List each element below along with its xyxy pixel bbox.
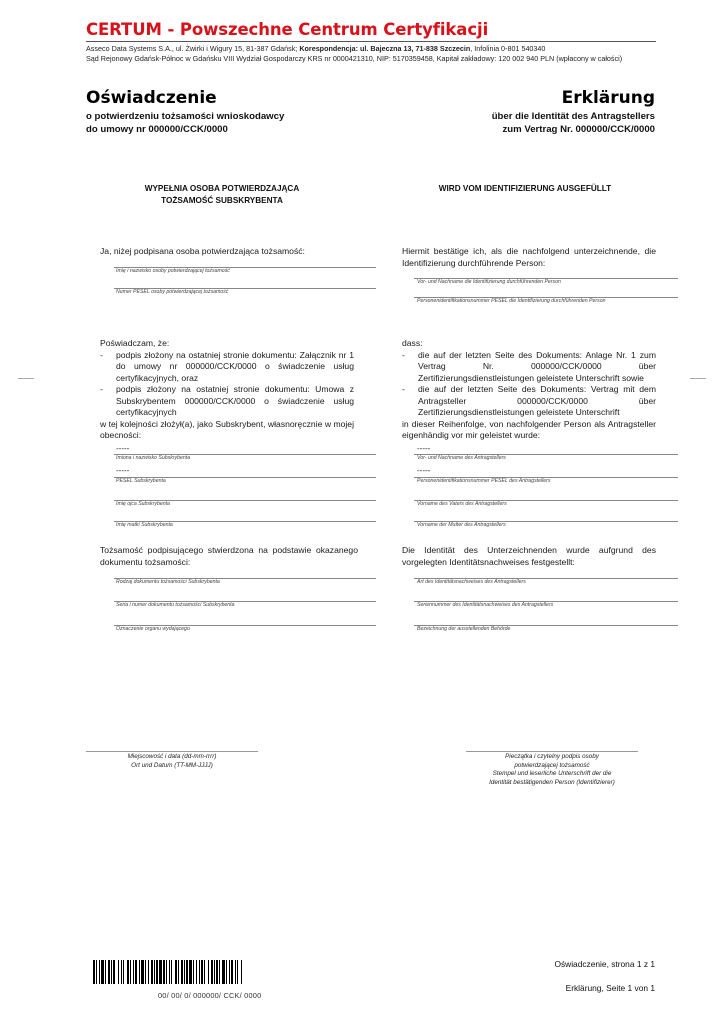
left-heading-line-2: TOŻSAMOŚĆ SUBSKRYBENTA xyxy=(161,196,283,205)
right-column-heading: WIRD VOM IDENTIFIZIERUNG AUSGEFÜLLT xyxy=(438,184,612,193)
stamp-signature-caption xyxy=(458,753,646,787)
document-barcode xyxy=(93,960,341,984)
right-intro: Hiermit bestätige ich, als die nachfolgend unterzeichnende, die Identifizierung durchführende Person: xyxy=(402,246,656,268)
company-address-line xyxy=(86,44,545,53)
subtitle-polish-2: do umowy nr 000000/CCK/0000 xyxy=(86,124,228,135)
right-bullet-2: - die auf der letzten Seite des Dokuments: Vertrag mit dem Antragsteller 000000/CCK/0000 über Zertifizierungsdienstleistungen geleistete Unterschrift xyxy=(402,384,656,419)
barcode-number: 00/ 00/ 0/ 000000/ CCK/ 0000 xyxy=(158,991,262,1000)
left-bullet-2: - podpis złożony na ostatniej stronie dokumentu: Umowa z Subskrybentem 000000/CCK/0000 o świadczenie usług certyfikacyjnych xyxy=(100,384,354,419)
right-identity-text: Die Identität des Unterzeichnenden wurde aufgrund des vorgelegten Identitätsnachweises festgestellt: xyxy=(402,545,656,567)
left-declare-label: Poświadczam, że: xyxy=(100,338,170,348)
fold-mark-right xyxy=(690,378,706,379)
subtitle-german-1: über die Identität des Antragstellers xyxy=(491,111,655,122)
left-bullet-1: - podpis złożony na ostatniej stronie dokumentu: Załącznik nr 1 do umowy nr 000000/CCK/0000 o świadczenie usług certyfikacyjnych, oraz xyxy=(100,350,354,385)
identifier-pesel-caption: Personenidentifikationsnummer PESEL die Identifizierung durchführenden Person xyxy=(417,298,606,304)
mother-name-caption: Imię matki Subskrybenta xyxy=(116,522,173,528)
subtitle-polish-1: o potwierdzeniu tożsamości wnioskodawcy xyxy=(86,111,285,122)
company-address: Asseco Data Systems S.A., ul. Żwirki i Wigury 15, 81-387 Gdańsk; xyxy=(86,44,300,53)
subtitle-german-2: zum Vertrag Nr. 000000/CCK/0000 xyxy=(502,124,655,135)
stamp-caption-de-2: Identität bestätigenden Person (Identifizierer) xyxy=(489,778,615,786)
right-order-text: in dieser Reihenfolge, von nachfolgender Person als Antragsteller eigenhändig vor mir geleistet wurde: xyxy=(402,418,656,440)
left-column-heading xyxy=(100,183,344,207)
id-type-caption: Art des Identitätsnachweises des Antragstellers xyxy=(417,579,526,585)
confirmer-name-caption: Imię i nazwisko osoby potwierdzającej tożsamość xyxy=(116,268,230,274)
place-date-field[interactable] xyxy=(86,751,258,752)
place-date-caption xyxy=(86,753,258,770)
identifier-name-caption: Vor- und Nachname die Identifizierung durchführenden Person xyxy=(417,279,561,285)
right-applicant-pesel-value: ----- xyxy=(417,466,431,475)
header-divider xyxy=(86,41,656,42)
correspondence-address: Korespondencja: ul. Bajeczna 13, 71-838 Szczecin xyxy=(299,44,471,53)
right-declare-label: dass: xyxy=(402,338,423,348)
fold-mark-left xyxy=(18,378,34,379)
id-authority-caption: Bezeichnung der ausstellenden Behörde xyxy=(417,626,511,632)
confirmer-pesel-caption: Numer PESEL osoby potwierdzającej tożsamość xyxy=(116,289,229,295)
document-type-caption: Rodzaj dokumentu tożsamości Subskrybenta xyxy=(116,579,220,585)
subscriber-pesel-caption: PESEL Subskrybenta xyxy=(116,478,166,484)
brand-name: CERTUM - Powszechne Centrum Certyfikacji xyxy=(86,20,489,39)
applicant-father-caption: Vorname des Vaters des Antragstellers xyxy=(417,501,507,507)
company-registry-line: Sąd Rejonowy Gdańsk-Północ w Gdańsku VIII Wydział Gospodarczy KRS nr 0000421310, NIP: 5170359458, Kapitał zakładowy: 120 002 940 PLN (wpłacony w całości) xyxy=(86,54,623,63)
left-order-text: w tej kolejności złożył(a), jako Subskrybent, własnoręcznie w mojej obecności: xyxy=(100,418,354,440)
left-subscriber-name-value: ----- xyxy=(116,444,130,453)
subscriber-name-caption: Imiona i nazwisko Subskrybenta xyxy=(116,455,191,461)
issuing-authority-caption: Oznaczenie organu wydającego xyxy=(116,626,190,632)
left-identity-text: Tożsamość podpisującego stwierdzona na podstawie okazanego dokumentu tożsamości: xyxy=(100,545,358,567)
title-german: Erklärung xyxy=(561,88,655,108)
barcode-bar xyxy=(242,960,244,984)
applicant-pesel-caption: Personenidentifikationsnummer PESEL des Antragstellers xyxy=(417,478,551,484)
left-declaration xyxy=(100,338,354,442)
page-number-german: Erklärung, Seite 1 von 1 xyxy=(565,983,655,993)
stamp-caption-pl-1: Pieczątka i czytelny podpis osoby xyxy=(505,753,599,760)
right-bullet-1: - die auf der letzten Seite des Dokuments: Anlage Nr. 1 zum Vertrag Nr. 000000/CCK/0000 über Zertifizierungsdienstleistungen geleistete Unterschrift sowie xyxy=(402,350,656,385)
left-heading-line-1: WYPEŁNIA OSOBA POTWIERDZAJĄCA xyxy=(144,184,300,193)
right-declaration xyxy=(402,338,656,442)
stamp-signature-field[interactable] xyxy=(466,751,638,752)
place-date-caption-de: Ort und Datum (TT-MM-JJJJ) xyxy=(131,761,213,769)
stamp-caption-pl-2: potwierdzającej tożsamość xyxy=(514,761,590,769)
left-intro: Ja, niżej podpisana osoba potwierdzająca tożsamość: xyxy=(100,246,305,256)
hotline: , Infolinia 0-801 540340 xyxy=(470,44,546,53)
place-date-caption-pl: Miejscowość i data (dd-mm-rrrr) xyxy=(127,753,217,760)
father-name-caption: Imię ojca Subskrybenta xyxy=(116,501,170,507)
right-applicant-name-value: ----- xyxy=(417,444,431,453)
left-subscriber-pesel-value: ----- xyxy=(116,466,130,475)
document-number-caption: Seria i numer dokumentu tożsamości Subskrybenta xyxy=(116,602,235,608)
title-polish: Oświadczenie xyxy=(86,88,217,108)
stamp-caption-de-1: Stempel und leserliche Unterschrift der die xyxy=(492,770,612,778)
applicant-mother-caption: Vorname der Mutter des Antragstellers xyxy=(417,522,506,528)
page-number-polish: Oświadczenie, strona 1 z 1 xyxy=(554,959,655,969)
applicant-name-caption: Vor- und Nachname des Antragstellers xyxy=(417,455,506,461)
id-number-caption: Seriennummer des Identitätsnachweises des Antragstellers xyxy=(417,602,554,608)
